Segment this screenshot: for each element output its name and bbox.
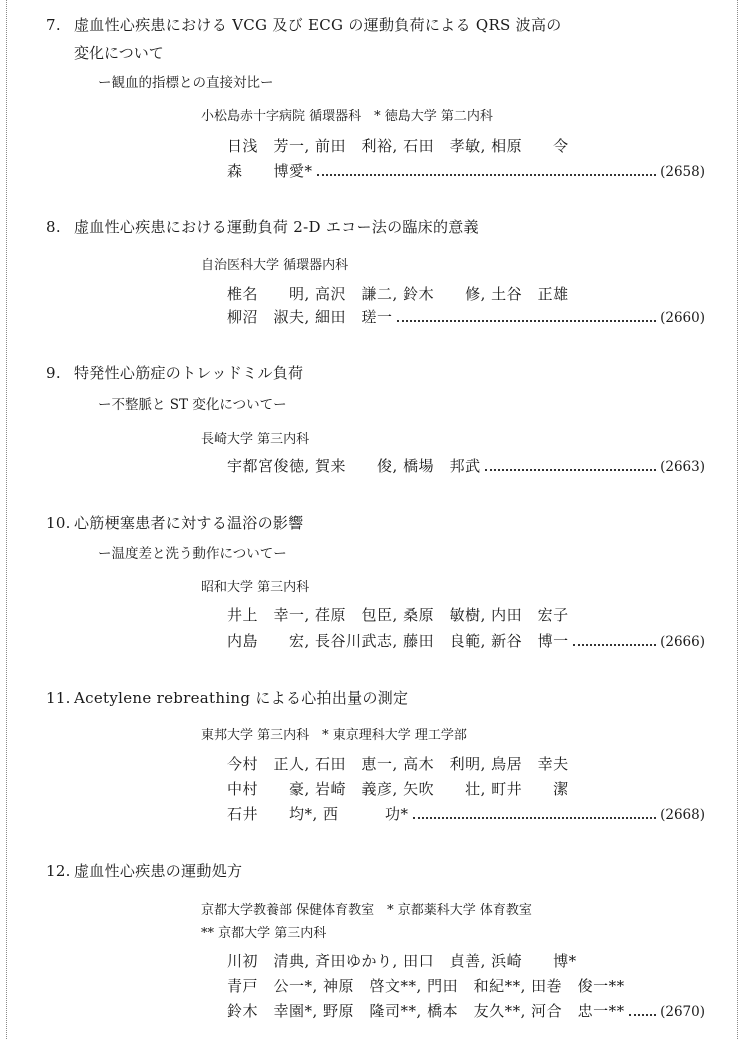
entry-authors-last bbox=[227, 630, 705, 651]
entry-title[interactable]: 8. 虚血性心疾患における運動負荷 2-D エコー法の臨床的意義 bbox=[46, 218, 479, 236]
entry-authors: 柳沼 淑夫, 細田 瑳一 bbox=[227, 308, 393, 326]
entry-number: 9. bbox=[46, 364, 61, 382]
page-reference[interactable]: (2670) bbox=[660, 1004, 705, 1020]
entry-title[interactable]: 9. 特発性心筋症のトレッドミル負荷 bbox=[46, 364, 304, 382]
entry-authors: 森 博愛* bbox=[227, 162, 313, 180]
leader-dots bbox=[573, 644, 656, 646]
entry-title-continued[interactable]: 変化について bbox=[74, 44, 164, 62]
entry-authors: 宇都宮俊徳, 賀来 俊, 橋場 邦武 bbox=[227, 457, 481, 475]
entry-number: 10. bbox=[46, 514, 71, 532]
entry-authors: 椎名 明, 高沢 謙二, 鈴木 修, 土谷 正雄 bbox=[227, 285, 569, 303]
entry-affiliation: 東邦大学 第三内科 * 東京理科大学 理工学部 bbox=[201, 728, 467, 743]
entry-authors: 川初 清典, 斉田ゆかり, 田口 貞善, 浜崎 博* bbox=[227, 952, 577, 970]
entry-authors: 中村 豪, 岩崎 義彦, 矢吹 壮, 町井 潔 bbox=[227, 780, 569, 798]
entry-affiliation: 京都大学教養部 保健体育教室 * 京都薬科大学 体育教室 bbox=[201, 903, 532, 918]
entry-title[interactable]: 10. 心筋梗塞患者に対する温浴の影響 bbox=[46, 514, 304, 532]
entry-subtitle: ー観血的指標との直接対比ー bbox=[98, 75, 274, 91]
page-reference[interactable]: (2658) bbox=[660, 164, 705, 180]
entry-authors-last bbox=[227, 803, 705, 824]
entry-number: 8. bbox=[46, 218, 61, 236]
entry-authors: 日浅 芳一, 前田 利裕, 石田 孝敏, 相原 令 bbox=[227, 137, 569, 155]
page-reference[interactable]: (2663) bbox=[660, 459, 705, 475]
leader-dots bbox=[485, 469, 657, 471]
entry-affiliation: ** 京都大学 第三内科 bbox=[201, 926, 327, 941]
leader-dots bbox=[413, 817, 657, 819]
left-border bbox=[6, 0, 7, 1039]
entry-affiliation: 昭和大学 第三内科 bbox=[201, 580, 310, 595]
entry-affiliation: 長崎大学 第三内科 bbox=[201, 432, 310, 447]
page-reference[interactable]: (2666) bbox=[660, 634, 705, 650]
page-reference[interactable]: (2668) bbox=[660, 807, 705, 823]
entry-authors: 内島 宏, 長谷川武志, 藤田 良範, 新谷 博一 bbox=[227, 632, 569, 650]
right-border bbox=[737, 0, 738, 1039]
page-reference[interactable]: (2660) bbox=[660, 310, 705, 326]
entry-title[interactable]: 12. 虚血性心疾患の運動処方 bbox=[46, 862, 243, 880]
entry-authors-last bbox=[227, 160, 705, 181]
entry-subtitle: ー温度差と洗う動作についてー bbox=[98, 546, 287, 562]
entry-subtitle: ー不整脈と ST 変化についてー bbox=[98, 397, 287, 413]
entry-affiliation: 小松島赤十字病院 循環器科 * 徳島大学 第二内科 bbox=[201, 109, 493, 124]
entry-number: 7. bbox=[46, 16, 61, 34]
leader-dots bbox=[397, 320, 657, 322]
entry-authors: 鈴木 幸園*, 野原 隆司**, 橋本 友久**, 河合 忠一** bbox=[227, 1002, 625, 1020]
entry-authors-last bbox=[227, 306, 705, 327]
entry-number: 12. bbox=[46, 862, 71, 880]
entry-authors-last bbox=[227, 1000, 705, 1021]
leader-dots bbox=[629, 1014, 656, 1016]
leader-dots bbox=[317, 174, 657, 176]
entry-number: 11. bbox=[46, 689, 71, 707]
entry-authors: 石井 均*, 西 功* bbox=[227, 805, 409, 823]
entry-authors: 今村 正人, 石田 恵一, 高木 利明, 鳥居 幸夫 bbox=[227, 755, 569, 773]
entry-affiliation: 自治医科大学 循環器内科 bbox=[201, 258, 349, 273]
entry-title[interactable]: 7. 虚血性心疾患における VCG 及び ECG の運動負荷による QRS 波高の bbox=[46, 16, 562, 34]
entry-authors-last bbox=[227, 455, 705, 476]
entry-title[interactable]: 11. Acetylene rebreathing による心拍出量の測定 bbox=[46, 689, 409, 707]
entry-authors: 井上 幸一, 荏原 包臣, 桑原 敏樹, 内田 宏子 bbox=[227, 606, 569, 624]
entry-authors: 青戸 公一*, 神原 啓文**, 門田 和紀**, 田巻 俊一** bbox=[227, 977, 625, 995]
